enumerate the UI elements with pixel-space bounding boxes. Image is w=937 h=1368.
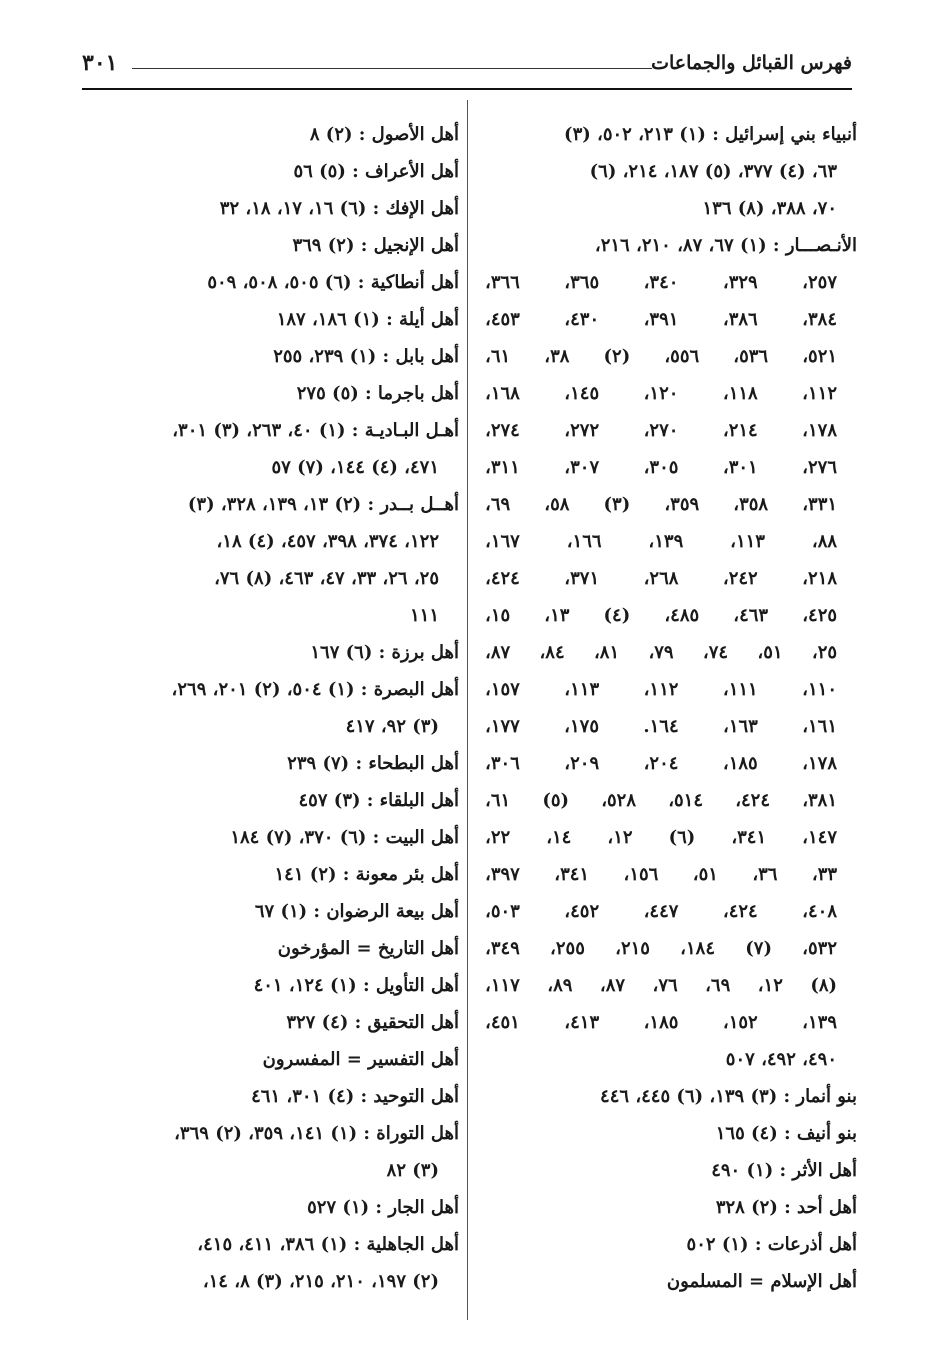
index-entry: أهل أحد : (٢) ٣٢٨ xyxy=(715,1197,857,1218)
index-entry: أهل الجار : (١) ٥٢٧ xyxy=(307,1197,459,1218)
index-entry-continuation: ١١٠، ١١١، ١١٢، ١١٣، ١٥٧، xyxy=(485,679,838,700)
index-entry: أهل بئر معونة : (٢) ١٤١ xyxy=(274,864,459,885)
index-entry-continuation: ٦٣، (٤) ٣٧٧، (٥) ١٨٧، ٢١٤، (٦) xyxy=(589,161,837,182)
index-entry-continuation: ٥٣٢، (٧) ١٨٤، ٢١٥، ٢٥٥، ٣٤٩، xyxy=(485,938,838,959)
index-entry: بنو أنمار : (٣) ١٣٩، (٦) ٤٤٥، ٤٤٦ xyxy=(600,1086,857,1107)
index-entry-continuation: ١٧٨، ٢١٤، ٢٧٠، ٢٧٢، ٢٧٤، xyxy=(485,420,838,441)
index-entry-continuation: (٣) ٩٢، ٤١٧ xyxy=(345,716,439,737)
index-entry-continuation: ١١٢، ١١٨، ١٢٠، ١٤٥، ١٦٨، xyxy=(485,383,838,404)
index-entry-continuation: ١٣٩، ١٥٢، ١٨٥، ٤١٣، ٤٥١، xyxy=(485,1012,838,1033)
index-entry-continuation: ١٢٢، ٣٧٤، ٣٩٨، ٤٥٧، (٤) ١٨، xyxy=(216,531,439,552)
index-entry: أهل التأويل : (١) ١٢٤، ٤٠١ xyxy=(253,975,459,996)
index-entry: أهل أيلة : (١) ١٨٦، ١٨٧ xyxy=(276,309,459,330)
index-entry-continuation: ٢٥، ٢٦، ٣٣، ٤٧، ٤٦٣، (٨) ٧٦، xyxy=(214,568,439,589)
header-leader-line xyxy=(132,68,652,69)
index-entry-continuation: ٢٥٧، ٣٢٩، ٣٤٠، ٣٦٥، ٣٦٦، xyxy=(485,272,838,293)
index-entry-continuation: ١١١ xyxy=(409,605,439,626)
index-entry: الأنـصـــار : (١) ٦٧، ٨٧، ٢١٠، ٢١٦، xyxy=(594,235,857,256)
index-entry-continuation: ٢١٨، ٢٤٢، ٢٦٨، ٣٧١، ٤٢٤، xyxy=(485,568,838,589)
index-entry: أهل الأعراف : (٥) ٥٦ xyxy=(293,161,459,182)
index-entry-continuation: ٣٣١، ٣٥٨، ٣٥٩، (٣) ٥٨، ٦٩، xyxy=(485,494,838,515)
index-entry: أهل البيت : (٦) ٣٧٠، (٧) ١٨٤ xyxy=(230,827,459,848)
running-title: فهرس القبائل والجماعات xyxy=(651,52,852,74)
index-entry-continuation: ٧٠، ٣٨٨، (٨) ١٣٦ xyxy=(702,198,837,219)
index-entry: أهل البصرة : (١) ٥٠٤، (٢) ٢٠١، ٢٦٩، xyxy=(171,679,459,700)
index-entry: أهل بابل : (١) ٢٣٩، ٢٥٥ xyxy=(273,346,459,367)
index-entry: أهل الأثر : (١) ٤٩٠ xyxy=(711,1160,857,1181)
index-entry-continuation: ٥٢١، ٥٣٦، ٥٥٦، (٢) ٣٨، ٦١، xyxy=(485,346,838,367)
index-entry: أهل التحقيق : (٤) ٣٢٧ xyxy=(286,1012,459,1033)
column-divider xyxy=(467,100,468,1320)
index-entry: أهل الإفك : (٦) ١٦، ١٧، ١٨، ٣٢ xyxy=(219,198,459,219)
index-entry: أهل التوحيد : (٤) ٣٠١، ٤٦١ xyxy=(251,1086,459,1107)
index-entry-continuation: ٣٣، ٣٦، ٥١، ١٥٦، ٣٤١، ٣٩٧، xyxy=(485,864,838,885)
index-entry: أهل البلقاء : (٣) ٤٥٧ xyxy=(298,790,459,811)
index-entry-continuation: ١٤٧، ٣٤١، (٦) ١٢، ١٤، ٢٢، xyxy=(485,827,837,848)
index-entry-continuation: (٢) ١٩٧، ٢١٠، ٢١٥، (٣) ٨، ١٤، xyxy=(202,1271,439,1292)
index-entry: أهل الإنجيل : (٢) ٣٦٩ xyxy=(292,235,459,256)
index-entry: أهل أذرعات : (١) ٥٠٢ xyxy=(686,1234,857,1255)
index-entry-continuation: ٤٩٠، ٤٩٢، ٥٠٧ xyxy=(725,1049,837,1070)
index-entry-continuation: ٢٧٦، ٣٠١، ٣٠٥، ٣٠٧، ٣١١، xyxy=(485,457,838,478)
index-entry: أهل برزة : (٦) ١٦٧ xyxy=(310,642,459,663)
index-entry-continuation: ٤٠٨، ٤٢٤، ٤٤٧، ٤٥٢، ٥٠٣، xyxy=(485,901,838,922)
index-column-right xyxy=(485,116,857,1300)
index-entry-continuation: (٨) ١٢، ٦٩، ٧٦، ٨٧، ٨٩، ١١٧، xyxy=(485,975,838,996)
index-entry: أهل التفسير = المفسرون xyxy=(262,1049,459,1070)
index-entry: أهل الأصول : (٢) ٨ xyxy=(309,124,459,145)
index-entry-continuation: ١٦١، ١٦٣، ١٦٤. ١٧٥، ١٧٧، xyxy=(485,716,838,737)
index-entry-continuation: ٤٢٥، ٤٦٣، ٤٨٥، (٤) ١٣، ١٥، xyxy=(485,605,838,626)
index-entry: أهل باجرما : (٥) ٢٧٥ xyxy=(296,383,459,404)
index-entry: أهل أنطاكية : (٦) ٥٠٥، ٥٠٨، ٥٠٩ xyxy=(207,272,459,293)
index-column-left xyxy=(84,116,459,1300)
index-entry: أهل التوراة : (١) ١٤١، ٣٥٩، (٢) ٣٦٩، xyxy=(174,1123,459,1144)
index-entry: أهل الإسلام = المسلمون xyxy=(666,1271,857,1292)
index-entry-continuation: (٣) ٨٢ xyxy=(386,1160,439,1181)
index-entry: أهل التاريخ = المؤرخون xyxy=(277,938,459,959)
index-entry-continuation: ٣٨١، ٤٢٤، ٥١٤، ٥٢٨، (٥) ٦١، xyxy=(485,790,838,811)
index-entry: أهل الجاهلية : (١) ٣٨٦، ٤١١، ٤١٥، xyxy=(197,1234,459,1255)
index-entry: أهــل بــدر : (٢) ١٣، ١٣٩، ٣٢٨، (٣) xyxy=(187,494,459,515)
index-entry-continuation: ٨٨، ١١٣، ١٣٩، ١٦٦، ١٦٧، xyxy=(485,531,838,552)
index-entry: بنو أنيف : (٤) ١٦٥ xyxy=(715,1123,857,1144)
index-entry-continuation: ٢٥، ٥١، ٧٤، ٧٩، ٨١، ٨٤، ٨٧، xyxy=(485,642,838,663)
index-entry-continuation: ٣٨٤، ٣٨٦، ٣٩١، ٤٣٠، ٤٥٣، xyxy=(485,309,838,330)
page-header xyxy=(82,48,852,84)
index-entry: أنبياء بني إسرائيل : (١) ٢١٣، ٥٠٢، (٣) xyxy=(564,124,857,145)
index-entry-continuation: ١٧٨، ١٨٥، ٢٠٤، ٢٠٩، ٣٠٦، xyxy=(485,753,838,774)
header-rule xyxy=(82,88,852,90)
index-entry: أهل بيعة الرضوان : (١) ٦٧ xyxy=(254,901,459,922)
index-entry: أهـل البـاديـة : (١) ٤٠، ٢٦٣، (٣) ٣٠١، xyxy=(172,420,459,441)
page-number: ٣٠١ xyxy=(82,50,118,76)
index-entry: أهل البطحاء : (٧) ٢٣٩ xyxy=(287,753,459,774)
index-entry-continuation: ٤٧١، (٤) ١٤٤، (٧) ٥٧ xyxy=(271,457,439,478)
